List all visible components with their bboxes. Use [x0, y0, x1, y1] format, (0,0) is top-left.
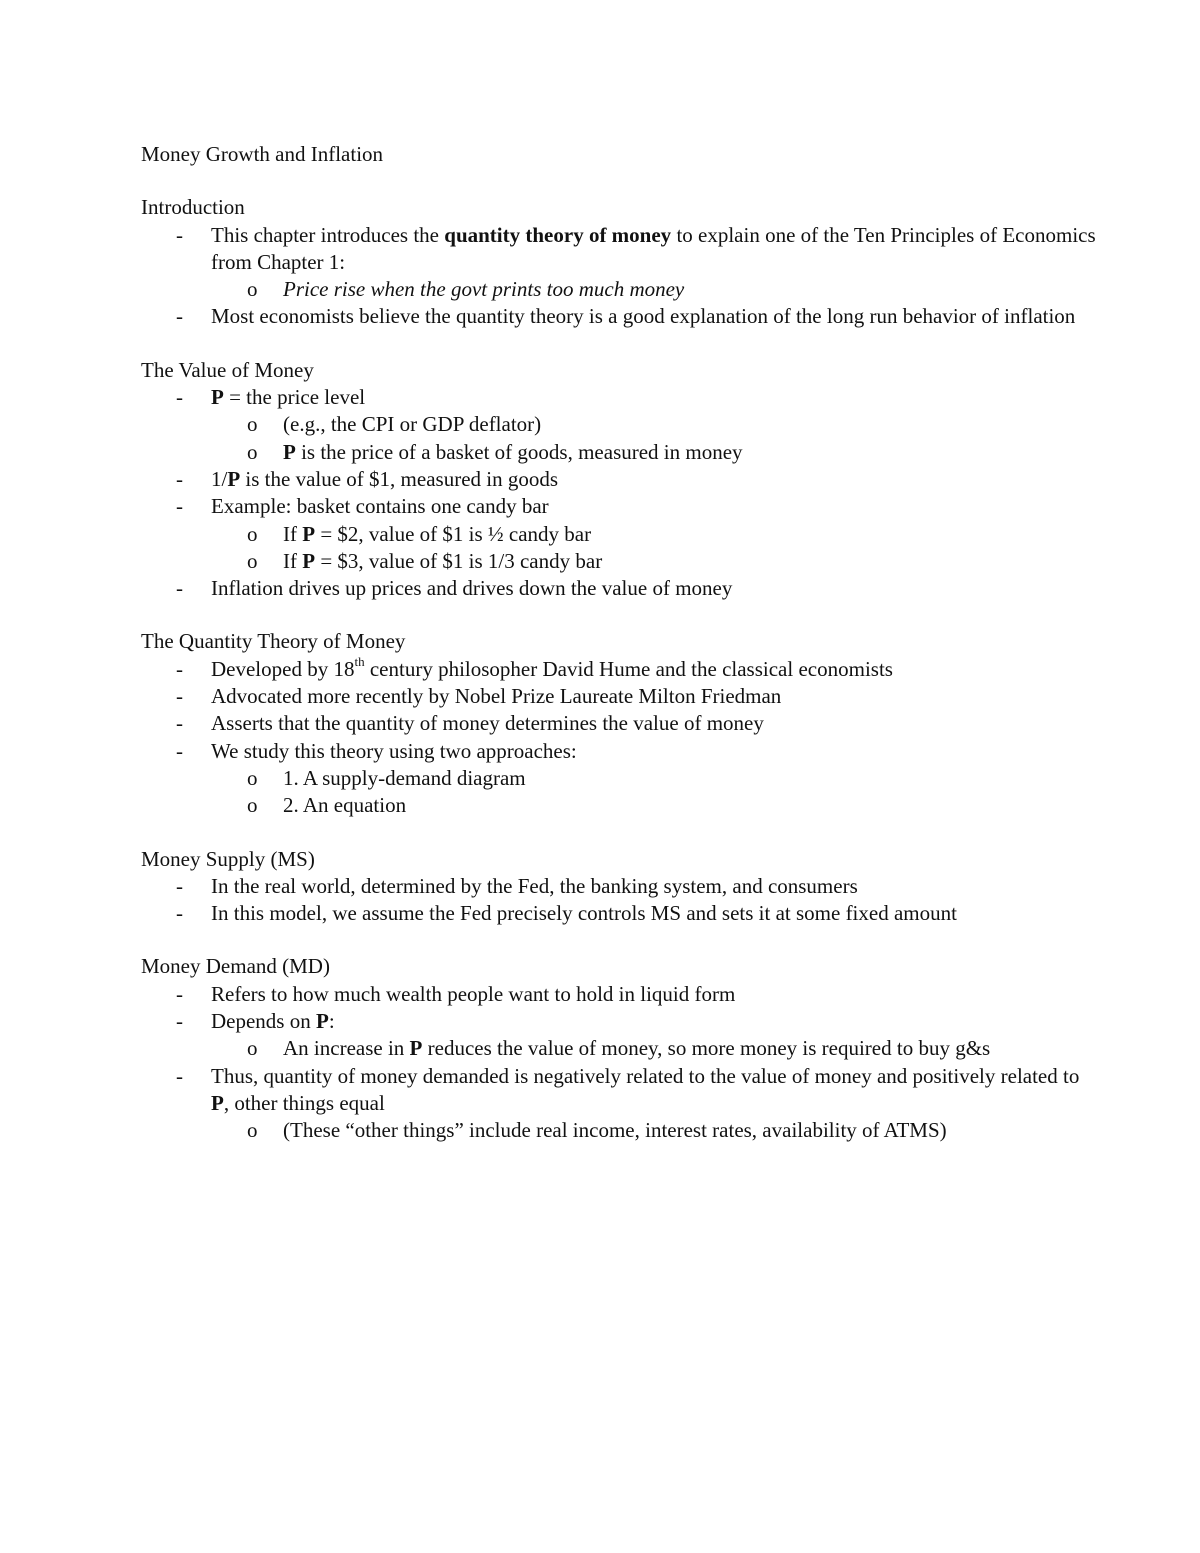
o-bullet: o — [247, 1036, 258, 1061]
o-bullet: o — [247, 765, 258, 790]
item-text: Example: basket contains one candy bar — [211, 494, 549, 519]
section-heading-introduction: Introduction — [141, 195, 245, 220]
spacer — [141, 168, 1101, 194]
list-item — [141, 1063, 1101, 1118]
dash-bullet: - — [176, 711, 183, 736]
document-body — [141, 141, 1101, 1145]
item-text: = the price level — [223, 385, 366, 410]
item-text: We study this theory using two approaches: — [211, 738, 577, 763]
item-text: 1. A supply-demand diagram — [283, 765, 526, 790]
item-text: , other things equal — [223, 1090, 385, 1115]
list-item — [141, 384, 1101, 411]
sub-list-item — [141, 411, 1101, 438]
item-text: : — [328, 1009, 335, 1034]
spacer — [141, 820, 1101, 846]
bold-symbol: P — [302, 548, 316, 573]
bold-symbol: P — [211, 1090, 224, 1115]
sub-list-item — [141, 276, 1101, 303]
document-title: Money Growth and Inflation — [141, 142, 384, 166]
o-bullet: o — [247, 793, 258, 818]
superscript: th — [354, 653, 365, 669]
dash-bullet: - — [176, 385, 183, 410]
dash-bullet: - — [176, 901, 183, 926]
item-text: An increase in — [283, 1036, 410, 1061]
item-text: Asserts that the quantity of money determines the value of money — [211, 711, 764, 736]
dash-bullet: - — [176, 466, 183, 491]
item-text: is the value of $1, measured in goods — [240, 466, 559, 491]
item-text: = $3, value of $1 is 1/3 candy bar — [315, 548, 603, 573]
bold-symbol: P — [315, 1009, 329, 1034]
item-text: (e.g., the CPI or GDP deflator) — [283, 412, 542, 437]
list-item — [141, 738, 1101, 765]
list-item — [141, 900, 1101, 927]
spacer — [141, 602, 1101, 628]
dash-bullet: - — [176, 684, 183, 709]
bold-term: quantity theory of money — [444, 222, 672, 247]
dash-bullet: - — [176, 873, 183, 898]
section-heading-money-demand: Money Demand (MD) — [141, 954, 330, 979]
o-bullet: o — [247, 521, 258, 546]
item-text: In the real world, determined by the Fed, the banking system, and consumers — [211, 873, 858, 898]
spacer — [141, 927, 1101, 953]
list-item — [141, 493, 1101, 520]
list-item — [141, 303, 1101, 330]
sub-list-item — [141, 1035, 1101, 1062]
list-item — [141, 653, 1101, 683]
item-text: Advocated more recently by Nobel Prize Laureate Milton Friedman — [211, 684, 782, 709]
item-text: century philosopher David Hume and the classical economists — [364, 656, 893, 681]
dash-bullet: - — [176, 1009, 183, 1034]
item-text: (These “other things” include real income, interest rates, availability of ATMS) — [283, 1118, 947, 1143]
section-heading-value-of-money: The Value of Money — [141, 357, 314, 382]
item-text: Depends on — [211, 1009, 316, 1034]
list-item — [141, 710, 1101, 737]
section-heading-quantity-theory: The Quantity Theory of Money — [141, 629, 406, 654]
bold-symbol: P — [409, 1036, 423, 1061]
dash-bullet: - — [176, 576, 183, 601]
sub-list-item — [141, 792, 1101, 819]
item-text: is the price of a basket of goods, measured in money — [295, 439, 743, 464]
sub-list-item — [141, 439, 1101, 466]
item-text: If — [283, 521, 303, 546]
o-bullet: o — [247, 548, 258, 573]
section-heading-money-supply: Money Supply (MS) — [141, 846, 315, 871]
list-item — [141, 466, 1101, 493]
sub-list-item — [141, 765, 1101, 792]
bold-symbol: P — [227, 466, 241, 491]
spacer — [141, 331, 1101, 357]
dash-bullet: - — [176, 981, 183, 1006]
dash-bullet: - — [176, 1063, 183, 1088]
bold-symbol: P — [302, 521, 316, 546]
dash-bullet: - — [176, 494, 183, 519]
o-bullet: o — [247, 412, 258, 437]
item-text: In this model, we assume the Fed precisely controls MS and sets it at some fixed amount — [211, 901, 957, 926]
item-text: = $2, value of $1 is ½ candy bar — [315, 521, 592, 546]
item-text: reduces the value of money, so more money is required to buy g&s — [422, 1036, 991, 1061]
dash-bullet: - — [176, 304, 183, 329]
dash-bullet: - — [176, 738, 183, 763]
o-bullet: o — [247, 277, 258, 302]
o-bullet: o — [247, 1118, 258, 1143]
item-text: Developed by 18 — [211, 656, 355, 681]
italic-text: Price rise when the govt prints too much money — [283, 277, 685, 302]
item-text: to explain one of the Ten Principles of Economics from Chapter 1: — [211, 222, 1096, 274]
sub-list-item — [141, 521, 1101, 548]
list-item — [141, 575, 1101, 602]
item-text: Refers to how much wealth people want to hold in liquid form — [211, 981, 736, 1006]
list-item — [141, 873, 1101, 900]
item-text: Inflation drives up prices and drives down the value of money — [211, 576, 733, 601]
sub-list-item — [141, 1117, 1101, 1144]
dash-bullet: - — [176, 222, 183, 247]
bold-symbol: P — [283, 439, 296, 464]
item-text: Thus, quantity of money demanded is negatively related to the value of money and positively related to — [211, 1063, 1080, 1088]
dash-bullet: - — [176, 656, 183, 681]
item-text: 1/ — [211, 466, 228, 491]
list-item — [141, 222, 1101, 277]
list-item — [141, 981, 1101, 1008]
list-item — [141, 1008, 1101, 1035]
bold-symbol: P — [211, 385, 224, 410]
item-text: 2. An equation — [283, 793, 407, 818]
o-bullet: o — [247, 439, 258, 464]
item-text: If — [283, 548, 303, 573]
list-item — [141, 683, 1101, 710]
item-text: Most economists believe the quantity theory is a good explanation of the long run behavior of inflation — [211, 304, 1076, 329]
item-text: This chapter introduces the — [211, 222, 445, 247]
sub-list-item — [141, 548, 1101, 575]
